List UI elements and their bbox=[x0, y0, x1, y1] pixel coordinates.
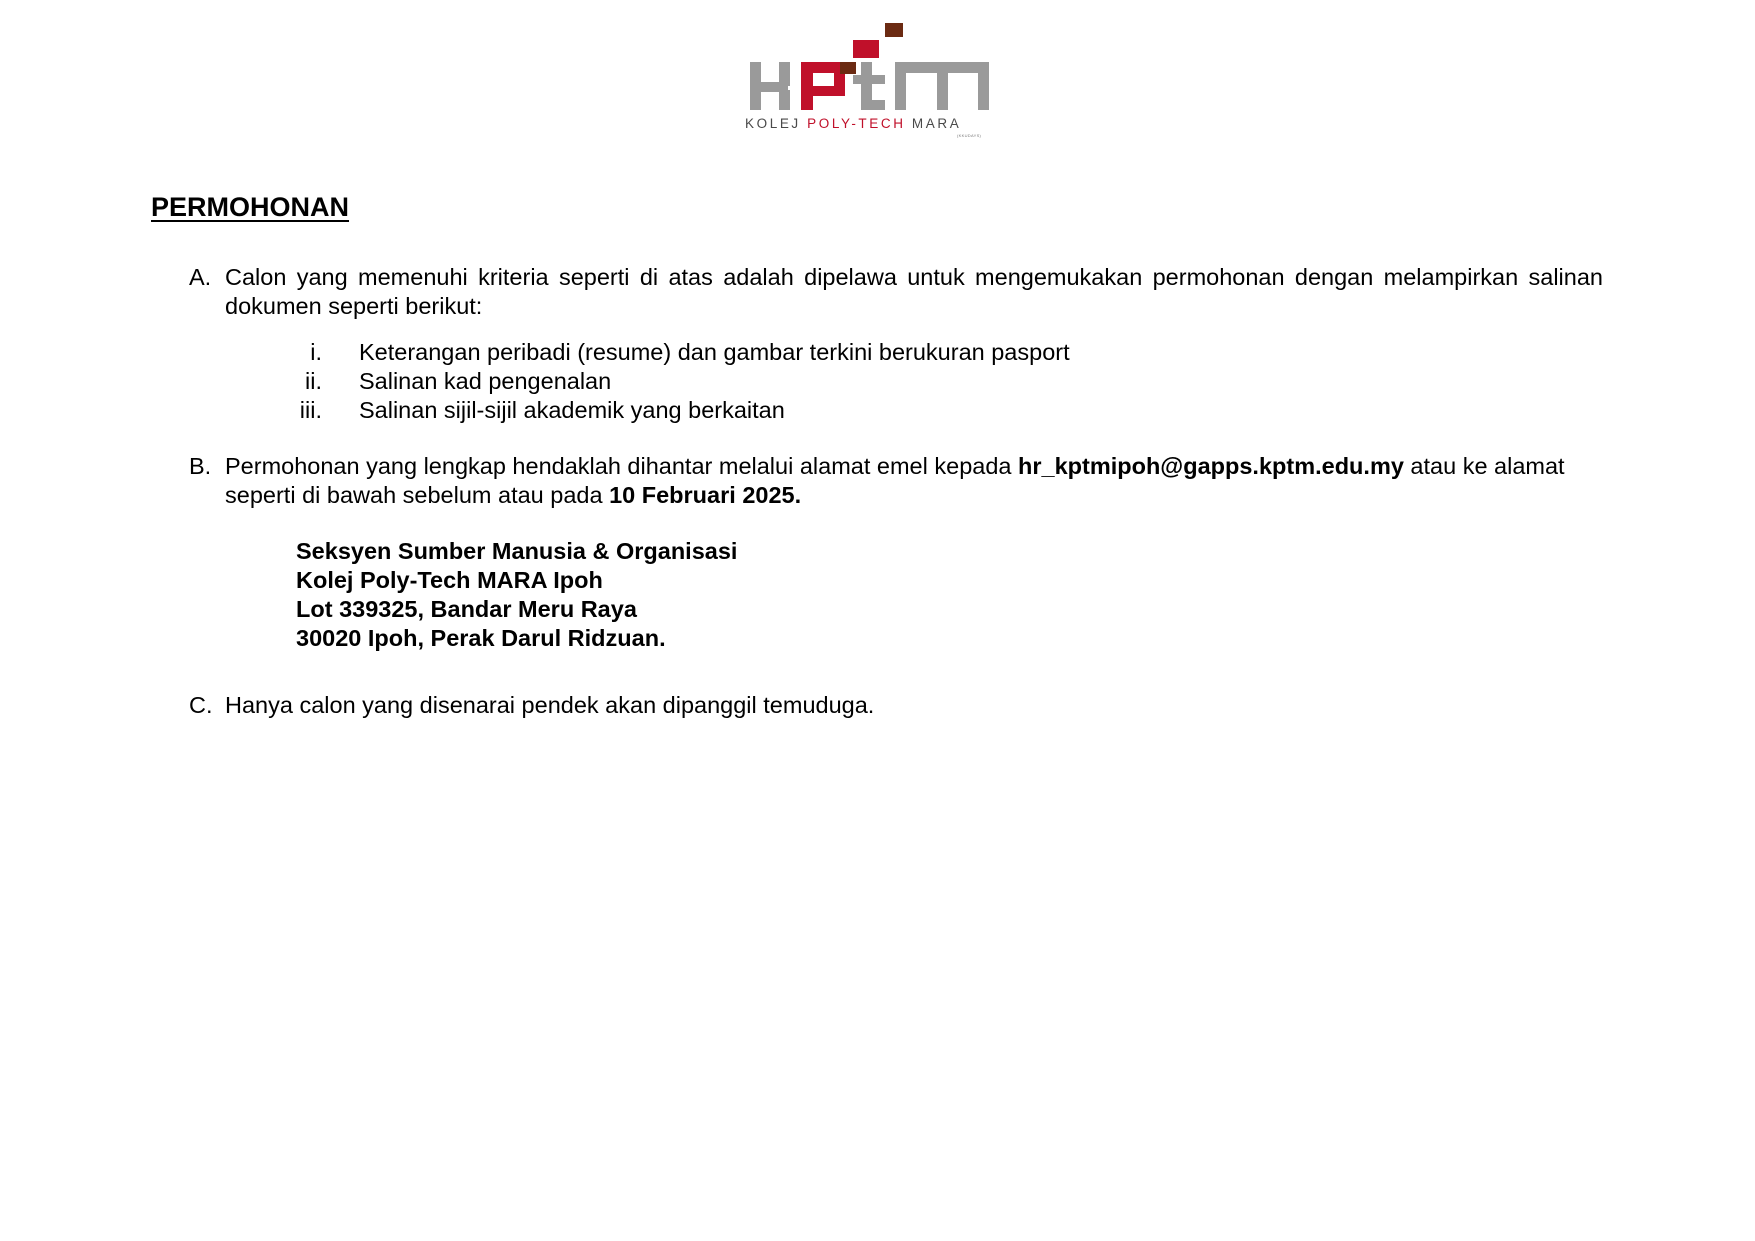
sub-item-3-text: Salinan sijil-sijil akademik yang berkaitan bbox=[359, 397, 785, 423]
item-b-text bbox=[225, 452, 1603, 510]
sub-item-2-number: ii. bbox=[305, 368, 322, 394]
address-line: 30020 Ipoh, Perak Darul Ridzuan. bbox=[296, 625, 666, 651]
kptm-logo-mark bbox=[745, 20, 995, 116]
sub-item-3-number: iii. bbox=[299, 397, 322, 423]
logo-fine-print: (KKUDAYS) bbox=[957, 133, 982, 138]
item-c-letter: C. bbox=[189, 692, 213, 718]
kptm-logo bbox=[745, 20, 995, 140]
sub-item-1-text: Keterangan peribadi (resume) dan gambar terkini berukuran pasport bbox=[359, 339, 1070, 365]
email-address[interactable]: hr_kptmipoh@gapps.kptm.edu.my bbox=[1018, 453, 1404, 479]
item-a-text: Calon yang memenuhi kriteria seperti di atas adalah dipelawa untuk mengemukakan permohonan dengan melampirkan salinan dokumen seperti berikut: bbox=[225, 264, 1603, 319]
sub-item-2-text: Salinan kad pengenalan bbox=[359, 368, 612, 394]
deadline-date: 10 Februari 2025. bbox=[609, 482, 802, 508]
item-a-letter: A. bbox=[189, 264, 212, 290]
logo-caption: KOLEJ POLY-TECH MARA bbox=[745, 116, 962, 131]
item-b-text-part1: Permohonan yang lengkap hendaklah dihantar melalui alamat emel kepada bbox=[225, 453, 1018, 479]
item-b-letter: B. bbox=[189, 453, 212, 479]
item-c-text: Hanya calon yang disenarai pendek akan dipanggil temuduga. bbox=[225, 692, 875, 718]
address-line: Lot 339325, Bandar Meru Raya bbox=[296, 596, 637, 622]
address-line: Seksyen Sumber Manusia & Organisasi bbox=[296, 538, 738, 564]
page-title: PERMOHONAN bbox=[151, 192, 350, 222]
address-line: Kolej Poly-Tech MARA Ipoh bbox=[296, 567, 603, 593]
sub-item-1-number: i. bbox=[310, 339, 322, 365]
postal-address bbox=[296, 537, 737, 653]
item-b-text-part2: atau ke alamat seperti di bawah sebelum atau pada bbox=[225, 453, 1565, 508]
